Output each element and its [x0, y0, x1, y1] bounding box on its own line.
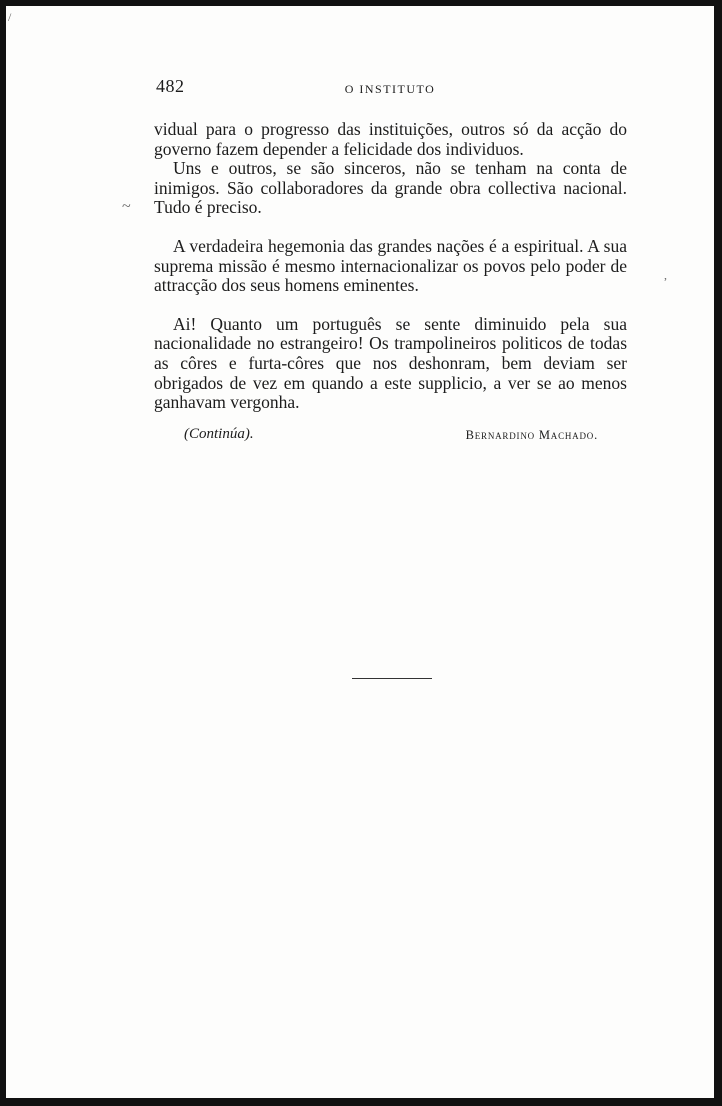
scan-mark: /	[8, 10, 12, 24]
paragraph: A verdadeira hegemonia das grandes nações é a espiritual. A sua suprema missão é mesmo internacionalizar os povos pelo poder de attracção dos seus homens eminentes.	[154, 235, 627, 296]
scan-mark: ~	[122, 198, 131, 215]
page-header	[150, 76, 630, 100]
continued-note: (Continúa).	[184, 426, 254, 442]
body-text	[154, 120, 627, 413]
paragraph: Uns e outros, se são sinceros, não se tenham na conta de inimigos. São collaboradores da grande obra collectiva nacional. Tudo é preciso.	[154, 158, 627, 218]
author-signature: Bernardino Machado.	[465, 428, 598, 442]
section-divider	[352, 678, 432, 679]
running-title: O INSTITUTO	[344, 82, 436, 96]
page-number: 482	[156, 76, 185, 96]
signoff	[184, 426, 598, 446]
paragraph-continued: vidual para o progresso das instituições, outros só da acção do governo fazem depender a felicidade dos individuos.	[154, 119, 627, 159]
paragraph: Ai! Quanto um português se sente diminuido pela sua nacionalidade no estrangeiro! Os trampolineiros politicos de todas as côres e furta-côres que nos deshonram, bem deviam ser obrigados de vez em quando a este supplicio, a ver se ao menos ganhavam vergonha.	[154, 313, 627, 413]
scan-mark: ,	[664, 268, 667, 282]
